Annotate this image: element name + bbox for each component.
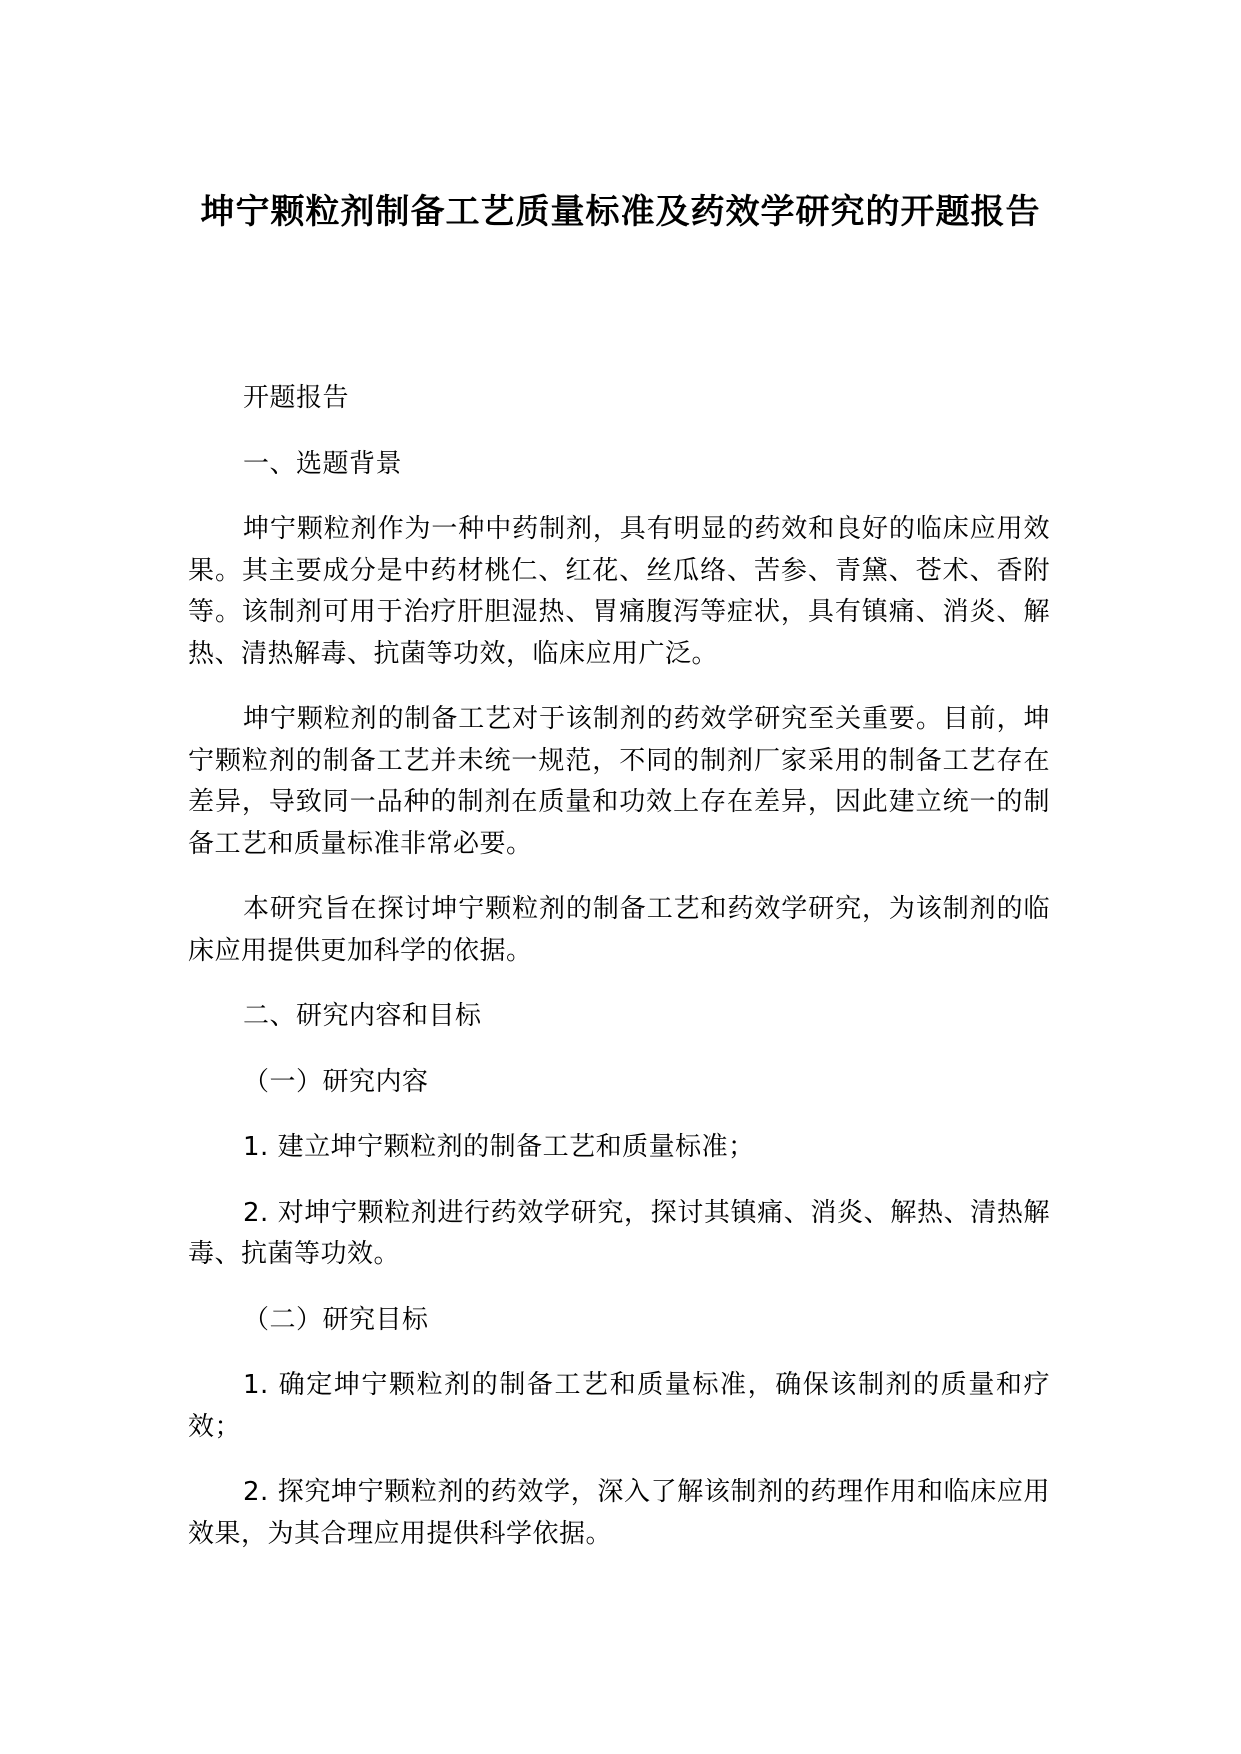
- list-item-goal-1: 1. 确定坤宁颗粒剂的制备工艺和质量标准，确保该制剂的质量和疗效；: [188, 1370, 1050, 1442]
- document-body: [188, 378, 1050, 1555]
- paragraph-background-3: 本研究旨在探讨坤宁颗粒剂的制备工艺和药效学研究，为该制剂的临床应用提供更加科学的依据。: [188, 894, 1050, 966]
- title-block: [180, 170, 1061, 254]
- document-title: 坤宁颗粒剂制备工艺质量标准及药效学研究的开题报告: [200, 192, 1041, 232]
- subsection-heading-content: （一）研究内容: [243, 1066, 429, 1097]
- list-item-content-1: 1. 建立坤宁颗粒剂的制备工艺和质量标准；: [243, 1132, 755, 1162]
- list-item-content-2: 2. 对坤宁颗粒剂进行药效学研究，探讨其镇痛、消炎、解热、清热解毒、抗菌等功效。: [188, 1197, 1050, 1269]
- section-heading-content-goals: 二、研究内容和目标: [243, 1001, 482, 1031]
- list-item-goal-2: 2. 探究坤宁颗粒剂的药效学，深入了解该制剂的药理作用和临床应用效果，为其合理应用提供科学依据。: [188, 1477, 1050, 1549]
- paragraph-heading-report: 开题报告: [243, 383, 350, 413]
- paragraph-background-1: 坤宁颗粒剂作为一种中药制剂，具有明显的药效和良好的临床应用效果。其主要成分是中药材桃仁、红花、丝瓜络、苦参、青黛、苍术、香附等。该制剂可用于治疗肝胆湿热、胃痛腹泻等症状，具有镇痛、消炎、解热、清热解毒、抗菌等功效，临床应用广泛。: [188, 514, 1050, 669]
- paragraph-background-2: 坤宁颗粒剂的制备工艺对于该制剂的药效学研究至关重要。目前，坤宁颗粒剂的制备工艺并未统一规范，不同的制剂厂家采用的制备工艺存在差异，导致同一品种的制剂在质量和功效上存在差异，因此建立统一的制备工艺和质量标准非常必要。: [188, 704, 1050, 859]
- section-heading-background: 一、选题背景: [243, 448, 403, 479]
- subsection-heading-goals: （二）研究目标: [243, 1304, 429, 1335]
